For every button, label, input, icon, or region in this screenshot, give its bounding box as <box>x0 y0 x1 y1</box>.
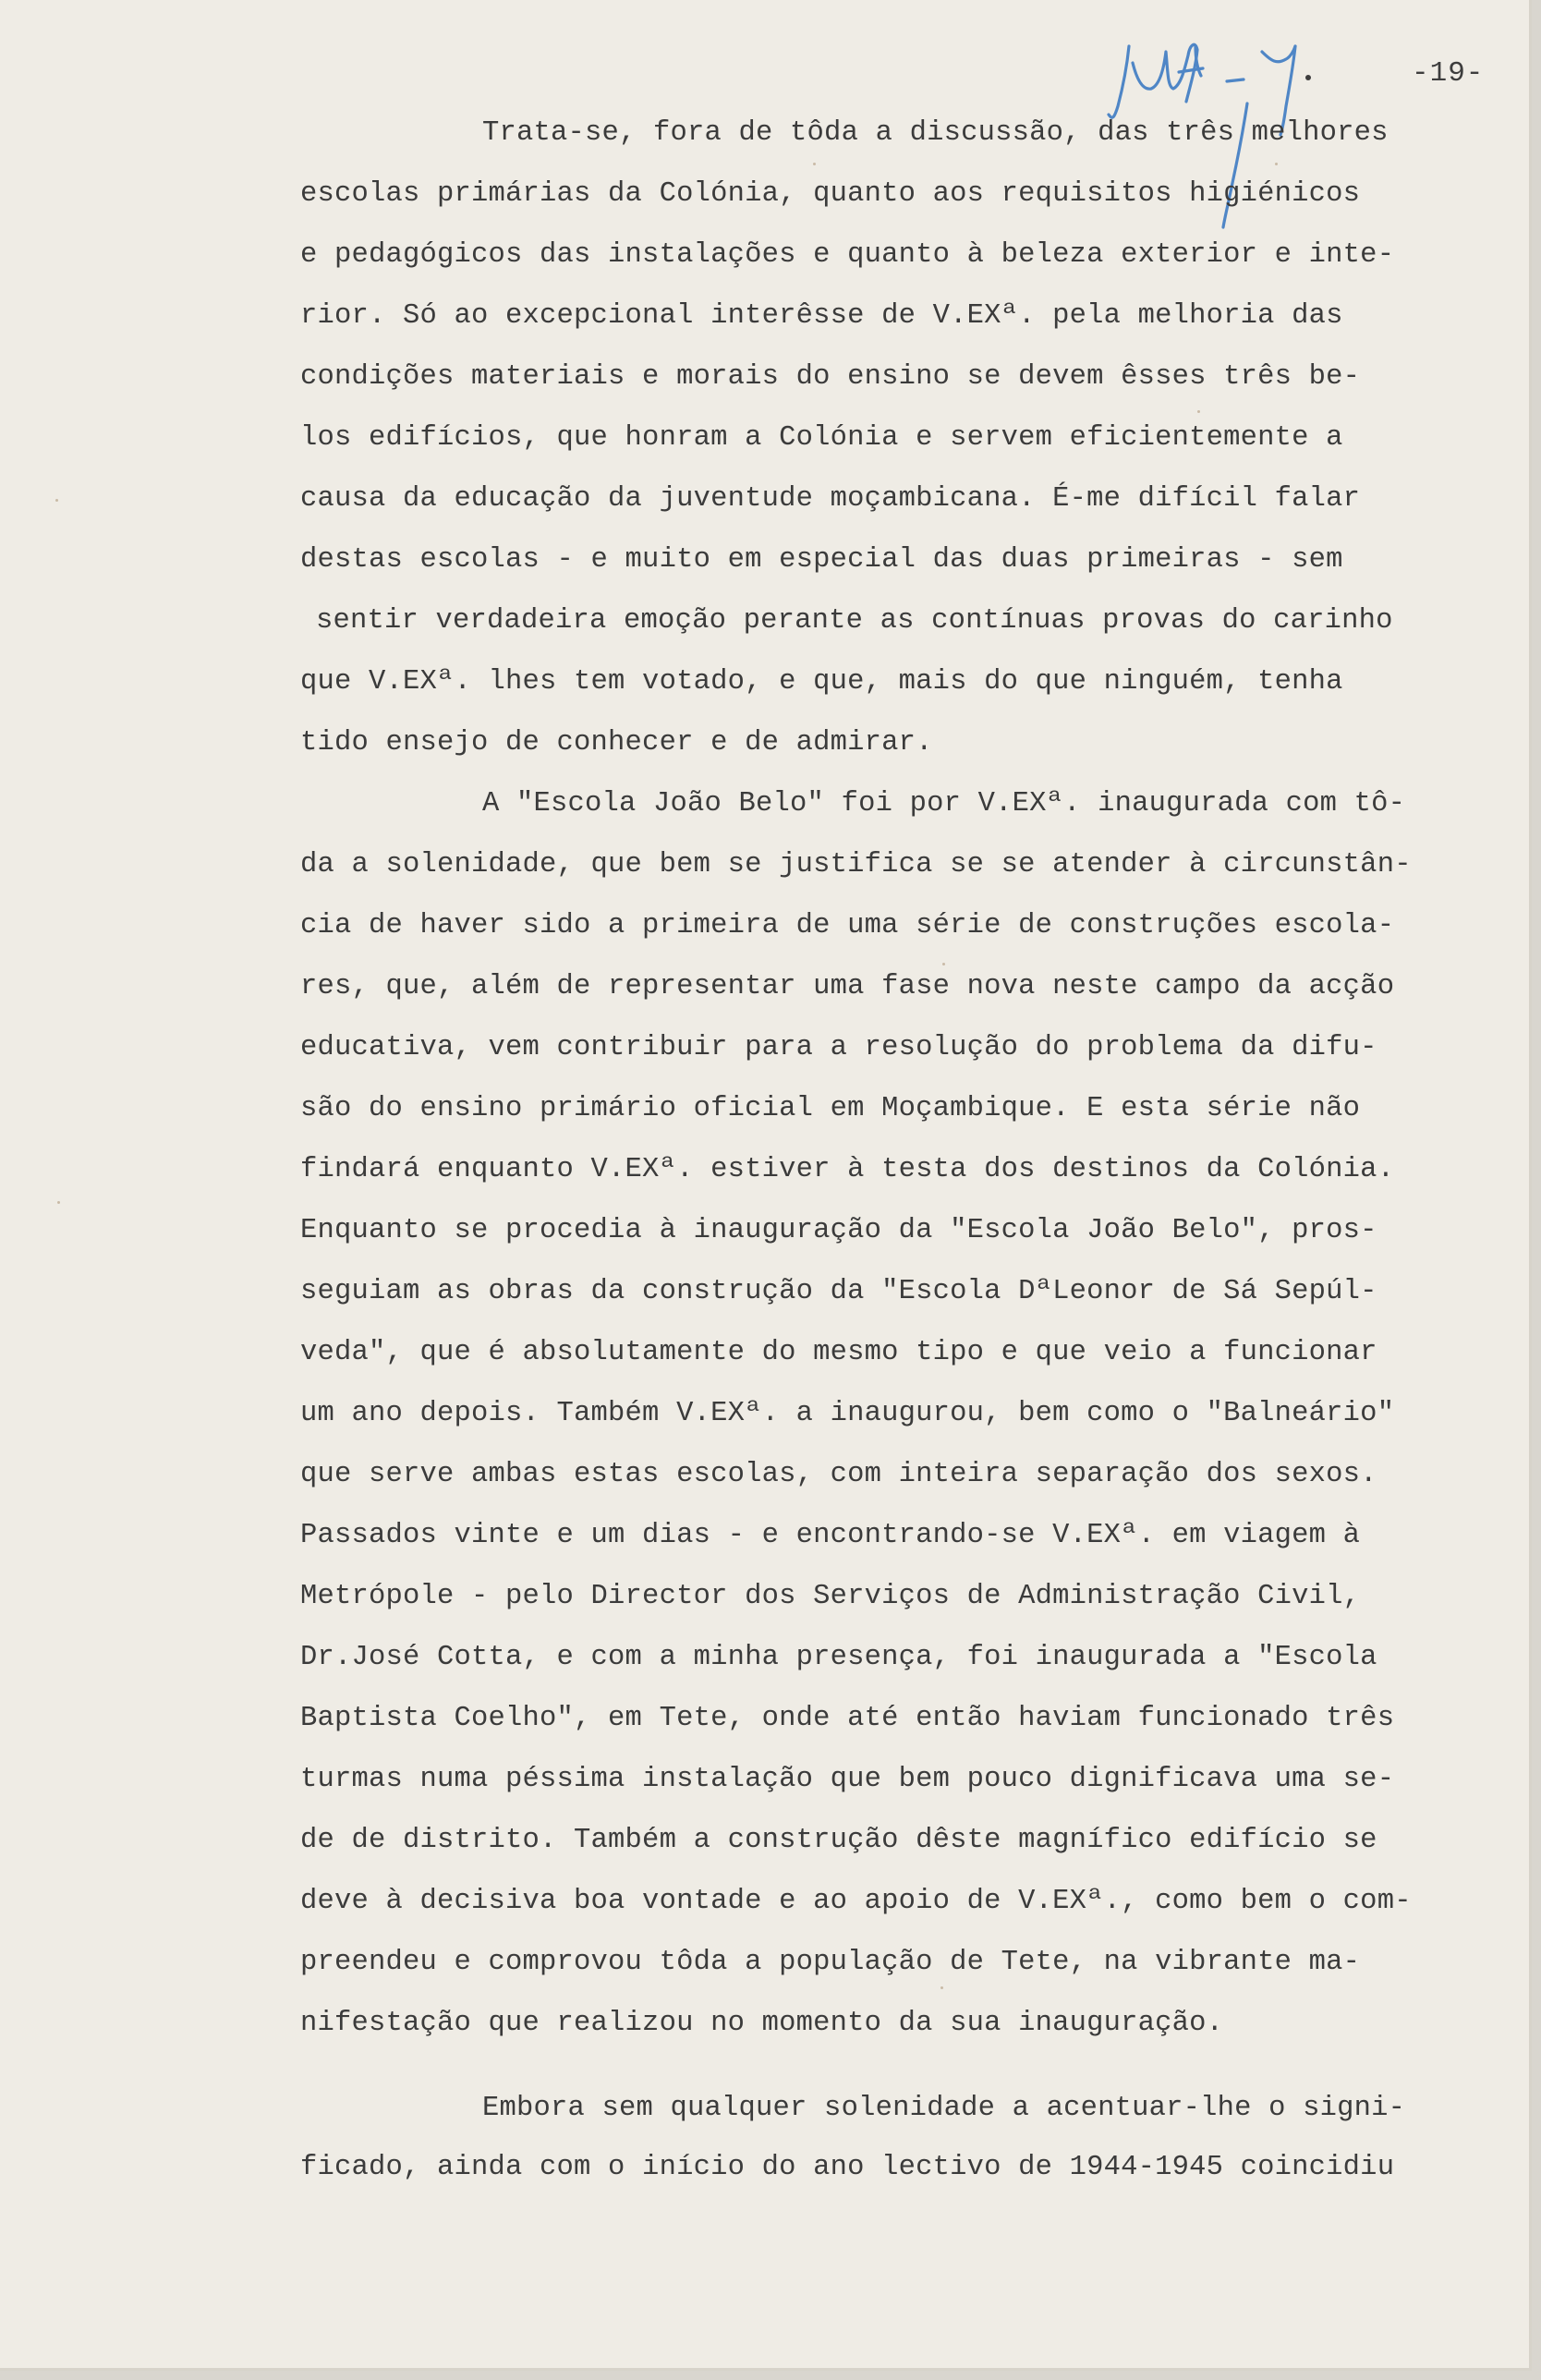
paper-speck <box>55 499 58 502</box>
text-line: e pedagógicos das instalações e quanto à beleza exterior e inte- <box>300 239 1395 271</box>
text-line: condições materiais e morais do ensino se devem êsses três be- <box>300 361 1361 393</box>
text-line: da a solenidade, que bem se justifica se se atender à circunstân- <box>300 849 1412 880</box>
text-line: findará enquanto V.EXª. estiver à testa dos destinos da Colónia. <box>300 1154 1395 1185</box>
text-line: seguiam as obras da construção da "Escola DªLeonor de Sá Sepúl- <box>300 1276 1377 1307</box>
text-line: um ano depois. Também V.EXª. a inaugurou, bem como o "Balneário" <box>300 1398 1395 1429</box>
paper-speck <box>940 1986 943 1989</box>
text-line: los edifícios, que honram a Colónia e servem eficientemente a <box>300 422 1343 454</box>
paper-speck <box>1275 163 1278 165</box>
text-line: deve à decisiva boa vontade e ao apoio de V.EXª., como bem o com- <box>300 1886 1412 1917</box>
text-line: Embora sem qualquer solenidade a acentuar-lhe o signi- <box>482 2093 1406 2124</box>
text-line: Enquanto se procedia à inauguração da "Escola João Belo", pros- <box>300 1215 1377 1246</box>
paper-speck <box>942 963 945 965</box>
text-line: A "Escola João Belo" foi por V.EXª. inaugurada com tô- <box>482 788 1406 820</box>
text-line: Dr.José Cotta, e com a minha presença, foi inaugurada a "Escola <box>300 1642 1377 1673</box>
text-line: que V.EXª. lhes tem votado, e que, mais do que ninguém, tenha <box>300 666 1343 698</box>
paper-speck <box>57 1201 60 1204</box>
text-line: de de distrito. Também a construção dêste magnífico edifício se <box>300 1825 1377 1856</box>
text-line: escolas primárias da Colónia, quanto aos requisitos higiénicos <box>300 178 1361 210</box>
text-line: causa da educação da juventude moçambicana. É-me difícil falar <box>300 483 1361 515</box>
text-line: nifestação que realizou no momento da sua inauguração. <box>300 2008 1224 2039</box>
text-line: veda", que é absolutamente do mesmo tipo e que veio a funcionar <box>300 1337 1377 1368</box>
paper-speck <box>1197 410 1200 413</box>
text-line: tido ensejo de conhecer e de admirar. <box>300 727 933 759</box>
text-line: turmas numa péssima instalação que bem pouco dignificava uma se- <box>300 1764 1395 1795</box>
text-line: preendeu e comprovou tôda a população de Tete, na vibrante ma- <box>300 1947 1361 1978</box>
text-line: cia de haver sido a primeira de uma série de construções escola- <box>300 910 1395 941</box>
text-line: Trata-se, fora de tôda a discussão, das três melhores <box>482 117 1389 149</box>
text-line: Baptista Coelho", em Tete, onde até então haviam funcionado três <box>300 1703 1395 1734</box>
text-line: ficado, ainda com o início do ano lectivo de 1944-1945 coincidiu <box>300 2152 1395 2183</box>
text-line: res, que, além de representar uma fase nova neste campo da acção <box>300 971 1395 1002</box>
text-line: são do ensino primário oficial em Moçambique. E esta série não <box>300 1093 1361 1124</box>
text-line: educativa, vem contribuir para a resolução do problema da difu- <box>300 1032 1377 1063</box>
page-number: -19- <box>1412 57 1485 90</box>
text-line: sentir verdadeira emoção perante as contínuas provas do carinho <box>316 605 1393 637</box>
text-line: Passados vinte e um dias - e encontrando-se V.EXª. em viagem à <box>300 1520 1361 1551</box>
text-line: rior. Só ao excepcional interêsse de V.EXª. pela melhoria das <box>300 300 1343 332</box>
text-line: que serve ambas estas escolas, com inteira separação dos sexos. <box>300 1459 1377 1490</box>
paper-speck <box>813 163 816 165</box>
text-line: destas escolas - e muito em especial das duas primeiras - sem <box>300 544 1343 576</box>
text-line: Metrópole - pelo Director dos Serviços de Administração Civil, <box>300 1581 1361 1612</box>
